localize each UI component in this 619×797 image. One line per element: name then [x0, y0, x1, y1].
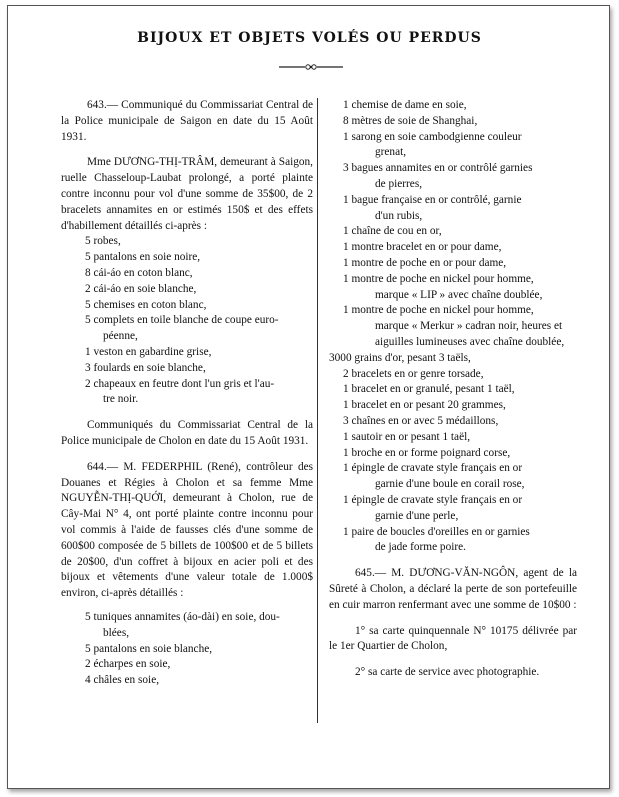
list-item: 1 chemise de dame en soie,: [343, 99, 467, 111]
notice-644-body: 644.— M. FEDERPHIL (René), contrôleur des Douanes et Régies à Cholon et sa femme Mme NGUYỄN-THỊ-QUỚI, demeurant à Cholon, rue de Cây-Mai N° 4, ont porté plainte contre inconnu pour vol commis à l'aide de fausses clés d'une somme de 600$00 composée de 5 billets de 100$00 et de 5 billets de 20$00, d'un coffret à bijoux en acier poli et des bijoux et vêtements d'une valeur totale de 1.000$ environ, ci-après détaillés :: [61, 460, 313, 600]
cholon-intro: Communiqués du Commissariat Central de la Police municipale de Cholon en date du 15 Août 1931.: [61, 419, 313, 447]
list-item: 1 sautoir en or pesant 1 taël,: [343, 430, 471, 443]
list-item: 1 veston en gabardine grise,: [85, 345, 212, 358]
grains-line: 3000 grains d'or, pesant 3 taëls,: [329, 351, 471, 364]
list-item: 4 châles en soie,: [85, 674, 160, 687]
page-title: BIJOUX ET OBJETS VOLÉS OU PERDUS: [137, 30, 482, 46]
list-item: 1 chaîne de cou en or,: [343, 225, 442, 238]
items-644-cont-2: [329, 367, 577, 557]
list-item: 1 broche en or forme poignard corse,: [343, 446, 511, 459]
list-item: 3 bagues annamites en or contrôlé garnies de pierres,: [343, 162, 533, 190]
list-item: 5 complets en toile blanche de coupe euro- péenne,: [85, 314, 279, 343]
list-item: 5 tuniques annamites (áo-dài) en soie, dou- blées,: [85, 610, 280, 639]
list-item: 1 montre de poche en or pour dame,: [343, 256, 507, 269]
list-item: 1 bracelet en or pesant 20 grammes,: [343, 399, 506, 412]
list-item: 1 montre de poche en nickel pour homme, marque « LIP » avec chaîne doublée,: [343, 272, 543, 301]
items-643: [61, 234, 313, 408]
notice-645-body: 645.— M. DƯƠNG-VĂN-NGÔN, agent de la Sûreté à Cholon, a déclaré la perte de son portefeuille en cuir marron renfermant avec une somme de 10$00 :: [329, 567, 577, 611]
list-item: 8 mètres de soie de Shanghai,: [343, 114, 478, 127]
list-item: 1 montre de poche en nickel pour homme, marque « Merkur » cadran noir, heures et aiguilles lumineuses avec chaîne doublée,: [343, 304, 565, 348]
list-item: 1 montre bracelet en or pour dame,: [343, 241, 502, 254]
notice-645-item-1: 1° sa carte quinquennale N° 10175 délivrée par le 1er Quartier de Cholon,: [329, 624, 577, 653]
list-item: 2 cái-áo en soie blanche,: [85, 282, 197, 295]
list-item: 5 chemises en coton blanc,: [85, 298, 207, 311]
list-item: 8 cái-áo en coton blanc,: [85, 266, 193, 279]
list-item: 2 écharpes en soie,: [85, 658, 171, 671]
column-divider: [317, 98, 318, 723]
right-column: [329, 98, 577, 681]
list-item: 5 pantalons en soie noire,: [85, 251, 201, 264]
list-item: 2 bracelets en or genre torsade,: [343, 367, 484, 380]
notice-645-item-2: 2° sa carte de service avec photographie.: [355, 666, 540, 679]
list-item: 3 chaînes en or avec 5 médaillons,: [343, 414, 499, 427]
list-item: 2 chapeaux en feutre dont l'un gris et l'au- tre noir.: [85, 377, 275, 406]
list-item: 1 bracelet en or granulé, pesant 1 taël,: [343, 383, 515, 396]
left-column: [61, 98, 313, 689]
items-644: [61, 610, 313, 689]
notice-643-body: Mme DƯƠNG-THỊ-TRÂM, demeurant à Saigon, ruelle Chasseloup-Laubat prolongé, a porté plainte contre inconnu pour vol d'une somme de 35$00, de 2 bracelets annamites en or estimés 150$ et des effets d'habillement détaillés ci-après :: [61, 156, 313, 232]
list-item: 1 bague française en or contrôlé, garnie d'un rubis,: [343, 193, 522, 222]
list-item: 1 paire de boucles d'oreilles en or garnies de jade forme poire.: [343, 525, 530, 554]
notice-643-intro: 643.— Communiqué du Commissariat Central de la Police municipale de Saigon en date du 15 Août 1931.: [61, 99, 313, 143]
list-item: 3 foulards en soie blanche,: [85, 361, 206, 374]
items-644-cont: [329, 98, 577, 351]
list-item: 5 robes,: [85, 235, 121, 248]
list-item: 1 épingle de cravate style français en or garnie d'une boule en corail rose,: [343, 462, 525, 491]
list-item: 1 sarong en soie cambodgienne couleur grenat,: [343, 130, 522, 159]
title-ornament: [279, 62, 343, 72]
list-item: 5 pantalons en soie blanche,: [85, 642, 213, 655]
list-item: 1 épingle de cravate style français en or garnie d'une perle,: [343, 493, 523, 522]
